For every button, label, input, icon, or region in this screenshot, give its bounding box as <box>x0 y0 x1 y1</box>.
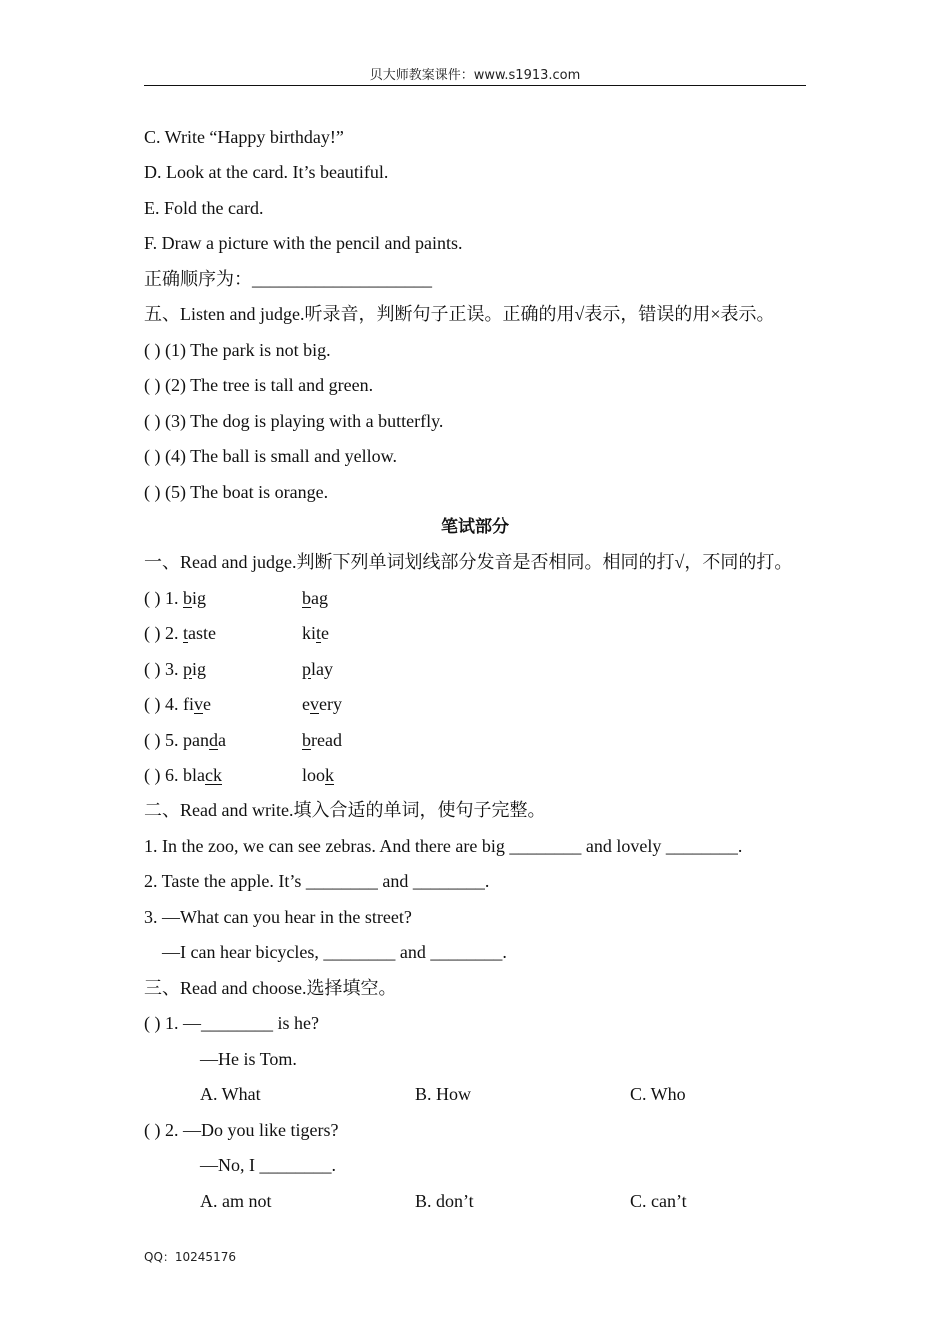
judge-row-5-compare: bread <box>302 730 342 750</box>
choice-2-option-b: B. don’t <box>415 1191 474 1211</box>
page-header: 贝大师教案课件：www.s1913.com <box>369 68 581 83</box>
judge-row-2-compare: kite <box>302 623 330 643</box>
section5-title: 五、Listen and judge.听录音，判断句子正误。正确的用√表示，错误的用×表示。 <box>144 304 775 324</box>
fill-line-3: 3. —What can you hear in the street? <box>144 907 412 927</box>
fill-line-3-reply: —I can hear bicycles, ________ and ________. <box>162 942 507 962</box>
section5-item: ( ) (5) The boat is orange. <box>144 482 329 502</box>
written-part-title: 笔试部分 <box>441 517 509 537</box>
choice-2-option-c: C. can’t <box>630 1191 687 1211</box>
judge-row-2: ( ) 2. taste <box>144 623 216 643</box>
judge-row-6-compare: look <box>302 765 335 785</box>
section5-item: ( ) (1) The park is not big. <box>144 340 331 360</box>
judge-row-1: ( ) 1. big <box>144 588 207 608</box>
choice-1-option-b: B. How <box>415 1084 472 1104</box>
judge-row-1-compare: bag <box>302 588 328 608</box>
fill-line-1: 1. In the zoo, we can see zebras. And there are big ________ and lovely ________. <box>144 836 743 856</box>
judge-row-4: ( ) 4. five <box>144 694 211 714</box>
part1-title: 一、Read and judge.判断下列单词划线部分发音是否相同。相同的打√，不同的打。 <box>144 552 793 572</box>
order-item-e: E. Fold the card. <box>144 198 264 218</box>
judge-row-3-compare: play <box>302 659 333 679</box>
part3-title: 三、Read and choose.选择填空。 <box>144 978 397 998</box>
choice-2-option-a: A. am not <box>200 1191 272 1211</box>
section5-item: ( ) (3) The dog is playing with a butterfly. <box>144 411 444 431</box>
choice-question-1: ( ) 1. —________ is he? <box>144 1013 319 1033</box>
choice-question-2-reply: —No, I ________. <box>200 1155 336 1175</box>
order-item-d: D. Look at the card. It’s beautiful. <box>144 162 389 182</box>
choice-question-2: ( ) 2. —Do you like tigers? <box>144 1120 339 1140</box>
judge-row-3: ( ) 3. pig <box>144 659 207 679</box>
part2-title: 二、Read and write.填入合适的单词，使句子完整。 <box>144 800 546 820</box>
choice-1-option-a: A. What <box>200 1084 261 1104</box>
header-divider <box>144 85 806 86</box>
section5-item: ( ) (4) The ball is small and yellow. <box>144 446 397 466</box>
order-item-c: C. Write “Happy birthday!” <box>144 127 344 147</box>
page-footer: QQ：10245176 <box>144 1250 236 1264</box>
judge-row-5: ( ) 5. panda <box>144 730 226 750</box>
judge-row-4-compare: every <box>302 694 342 714</box>
choice-question-1-reply: —He is Tom. <box>200 1049 297 1069</box>
choice-1-option-c: C. Who <box>630 1084 686 1104</box>
fill-line-2: 2. Taste the apple. It’s ________ and ________. <box>144 871 490 891</box>
order-item-f: F. Draw a picture with the pencil and paints. <box>144 233 463 253</box>
order-answer-line: 正确顺序为：____________________ <box>144 269 432 289</box>
section5-item: ( ) (2) The tree is tall and green. <box>144 375 374 395</box>
judge-row-6: ( ) 6. black <box>144 765 222 785</box>
